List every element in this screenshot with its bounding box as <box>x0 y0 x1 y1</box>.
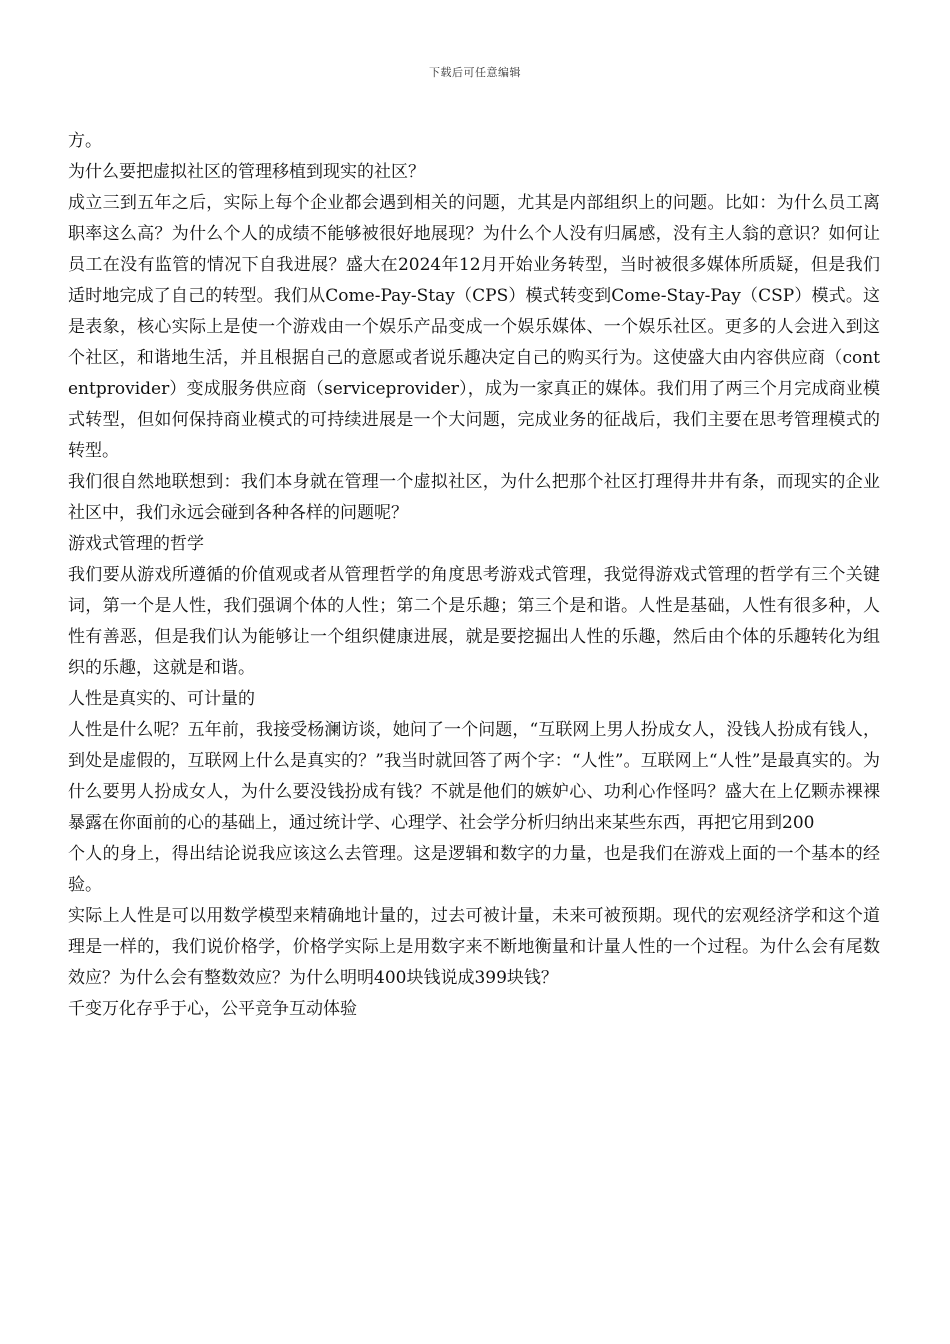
paragraph-virtual-vs-real: 我们很自然地联想到：我们本身就在管理一个虚拟社区，为什么把那个社区打理得井井有条，而现实的企业社区中，我们永远会碰到各种各样的问题呢？ <box>68 472 880 523</box>
section-heading-fair-competition: 千变万化存乎于心，公平竞争互动体验 <box>68 999 357 1019</box>
document-body <box>68 126 880 1025</box>
paragraph-logic-and-numbers: 个人的身上，得出结论说我应该这么去管理。这是逻辑和数字的力量，也是我们在游戏上面的一个基本的经验。 <box>68 844 880 895</box>
paragraph-human-nature-interview: 人性是什么呢？五年前，我接受杨澜访谈，她问了一个问题，“互联网上男人扮成女人，没钱人扮成有钱人，到处是虚假的，互联网上什么是真实的？”我当时就回答了两个字：“人性”。互联网上“人性”是最真实的。为什么要男人扮成女人，为什么要没钱扮成有钱？不就是他们的嫉妒心、功利心作怪吗？盛大在上亿颗赤裸裸暴露在你面前的心的基础上，通过统计学、心理学、社会学分析归纳出来某些东西，再把它用到200 <box>68 720 880 833</box>
section-heading-human-nature: 人性是真实的、可计量的 <box>68 689 255 709</box>
paragraph-business-transformation: 成立三到五年之后，实际上每个企业都会遇到相关的问题，尤其是内部组织上的问题。比如：为什么员工离职率这么高？为什么个人的成绩不能够被很好地展现？为什么个人没有归属感，没有主人翁的意识？如何让员工在没有监管的情况下自我进展？盛大在2024年12月开始业务转型，当时被很多媒体所质疑，但是我们适时地完成了自己的转型。我们从Come-Pay-Stay（CPS）模式转变到Come-Stay-Pay（CSP）模式。这是表象，核心实际上是使一个游戏由一个娱乐产品变成一个娱乐媒体、一个娱乐社区。更多的人会进入到这个社区，和谐地生活，并且根据自己的意愿或者说乐趣决定自己的购买行为。这使盛大由内容供应商（contentprovider）变成服务供应商（serviceprovider），成为一家真正的媒体。我们用了两三个月完成商业模式转型，但如何保持商业模式的可持续进展是一个大问题，完成业务的征战后，我们主要在思考管理模式的转型。 <box>68 193 880 461</box>
paragraph-continuation: 方。 <box>68 131 102 151</box>
paragraph-math-model: 实际上人性是可以用数学模型来精确地计量的，过去可被计量，未来可被预期。现代的宏观经济学和这个道理是一样的，我们说价格学，价格学实际上是用数字来不断地衡量和计量人性的一个过程。为什么会有尾数效应？为什么会有整数效应？为什么明明400块钱说成399块钱？ <box>68 906 880 988</box>
paragraph-three-keywords: 我们要从游戏所遵循的价值观或者从管理哲学的角度思考游戏式管理，我觉得游戏式管理的哲学有三个关键词，第一个是人性，我们强调个体的人性；第二个是乐趣；第三个是和谐。人性是基础，人性有很多种，人性有善恶，但是我们认为能够让一个组织健康进展，就是要挖掘出人性的乐趣，然后由个体的乐趣转化为组织的乐趣，这就是和谐。 <box>68 565 880 678</box>
section-heading-game-philosophy: 游戏式管理的哲学 <box>68 534 204 554</box>
section-heading-virtual-community: 为什么要把虚拟社区的管理移植到现实的社区？ <box>68 162 425 182</box>
page-header: 下载后可任意编辑 <box>429 66 521 79</box>
